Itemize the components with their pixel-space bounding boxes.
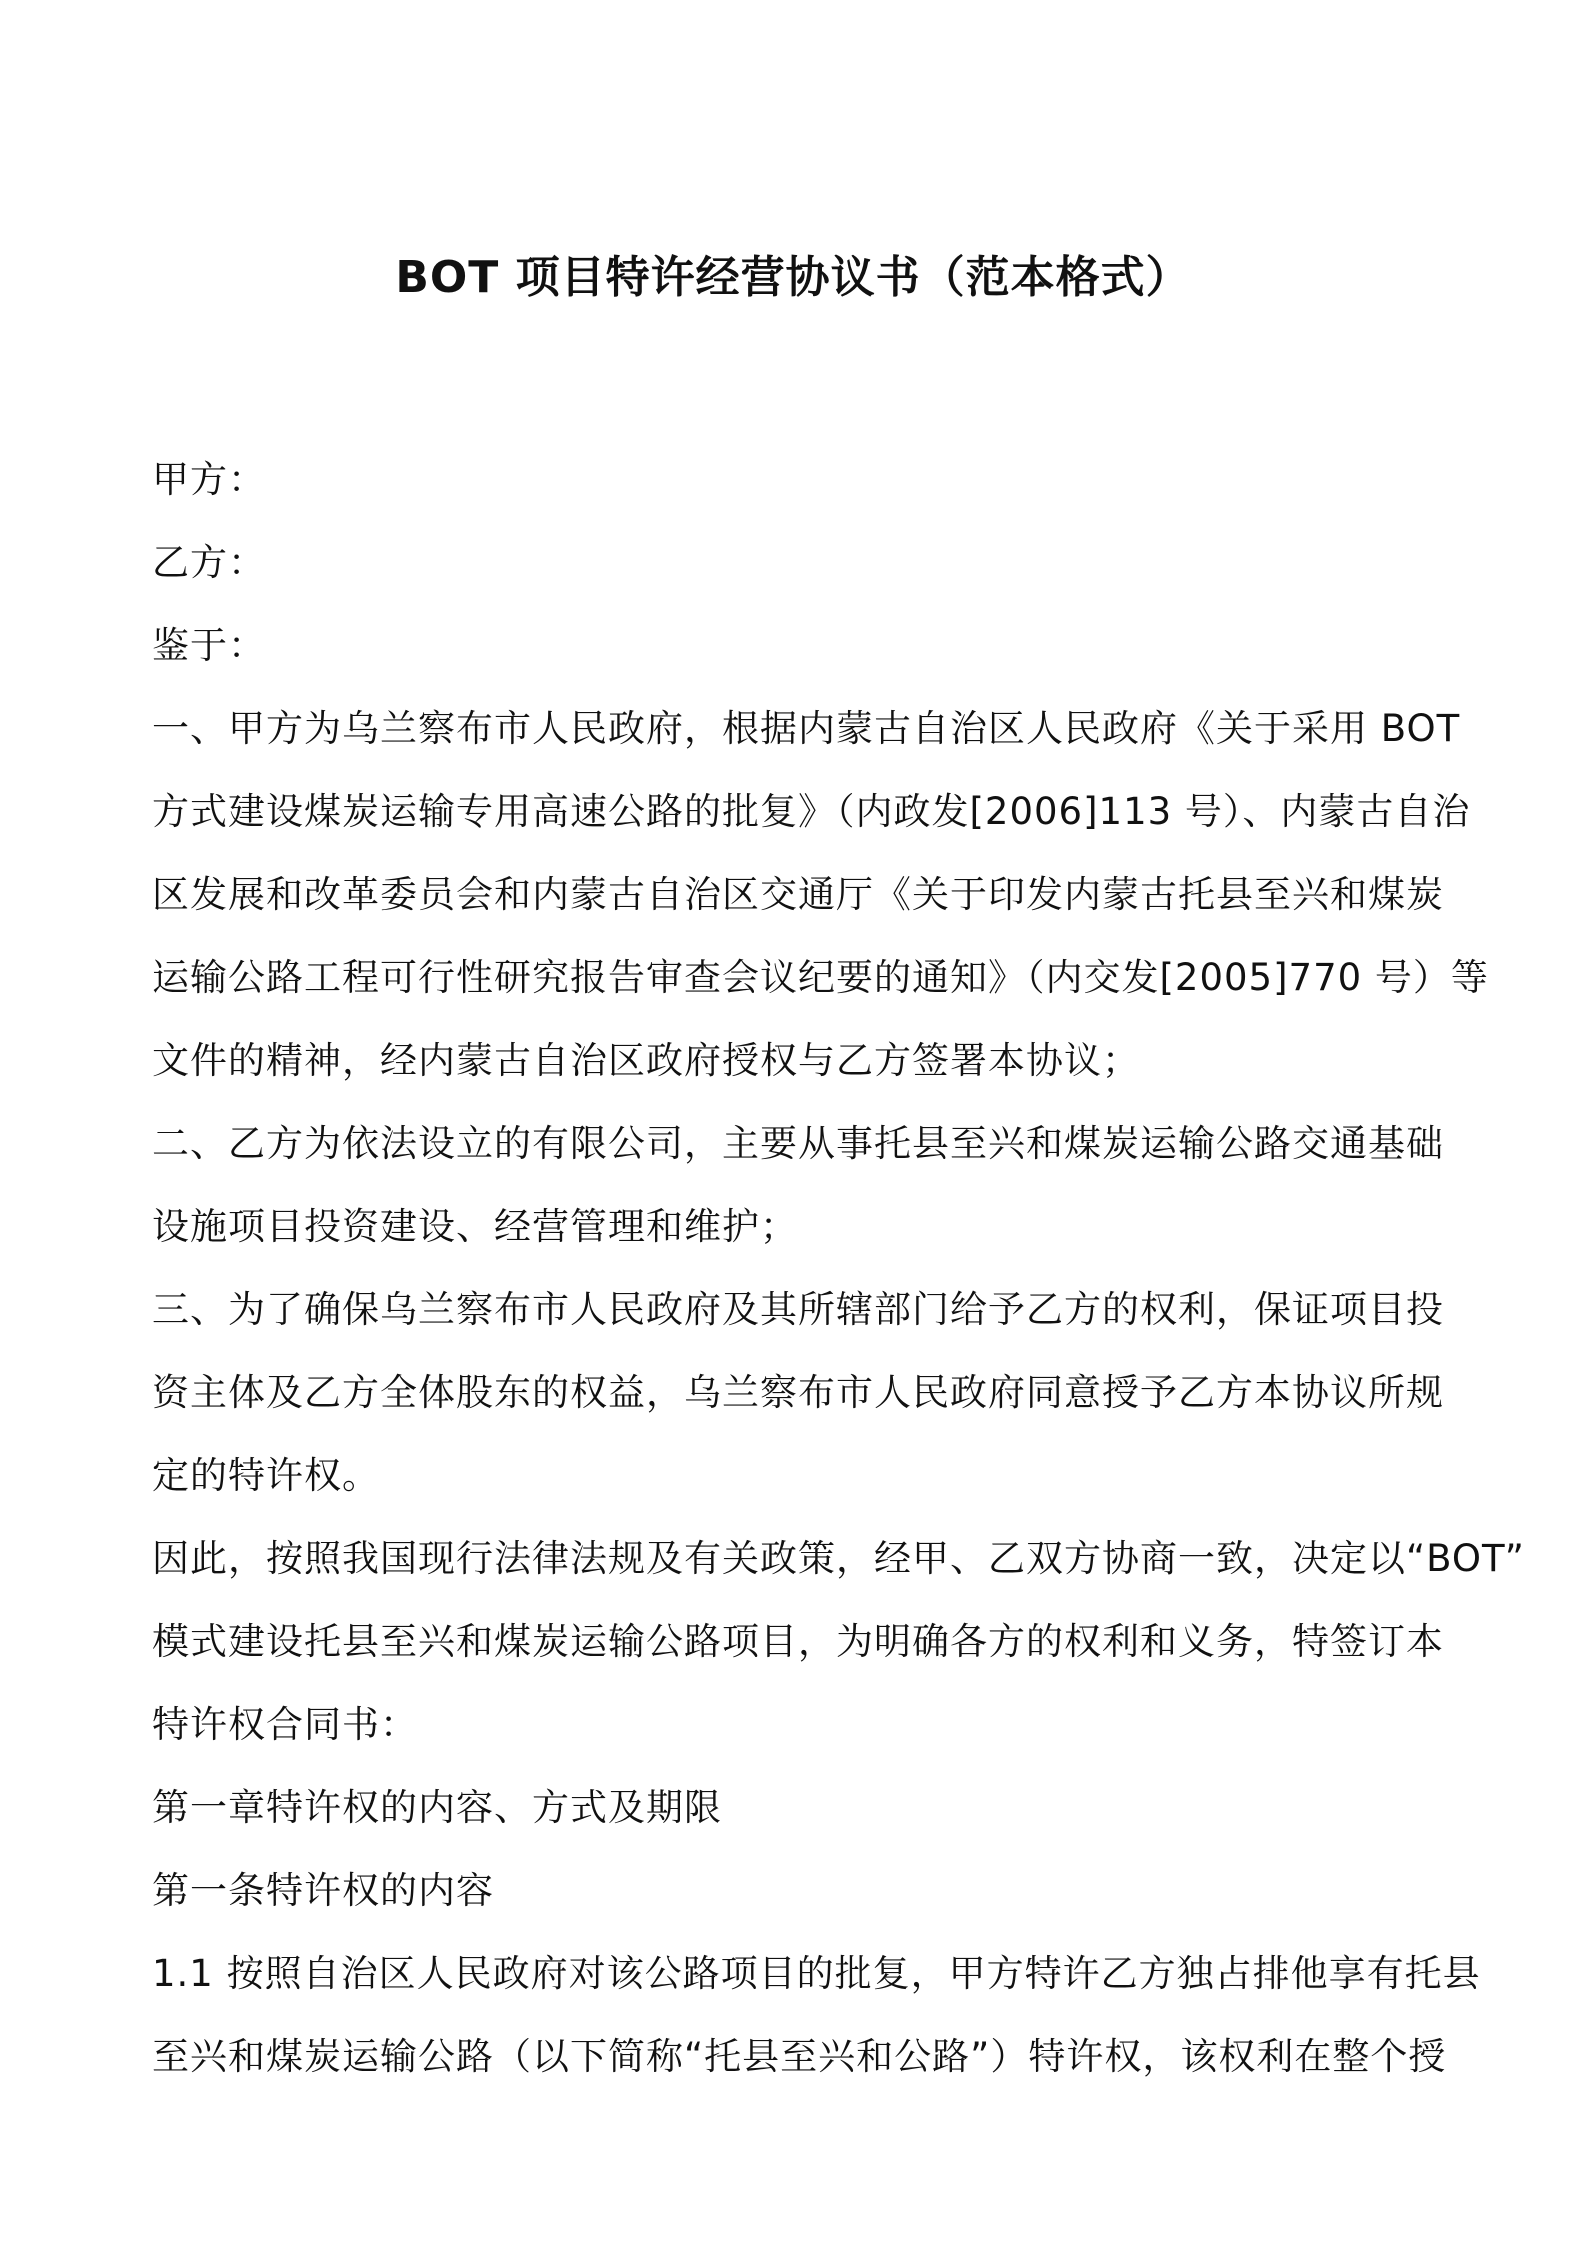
document-title: BOT 项目特许经营协议书（范本格式） — [395, 252, 1191, 303]
body-line: 文件的精神，经内蒙古自治区政府授权与乙方签署本协议； — [152, 1039, 1140, 1082]
body-line: 方式建设煤炭运输专用高速公路的批复》（内政发[2006]113 号）、内蒙古自治 — [152, 790, 1471, 833]
party-b-line: 乙方： — [152, 541, 266, 584]
body-line: 二、乙方为依法设立的有限公司，主要从事托县至兴和煤炭运输公路交通基础 — [152, 1122, 1444, 1165]
body-line: 因此，按照我国现行法律法规及有关政策，经甲、乙双方协商一致，决定以“BOT” — [152, 1537, 1525, 1580]
whereas-line: 鉴于： — [152, 624, 266, 667]
article-heading: 第一条特许权的内容 — [152, 1869, 494, 1912]
body-line: 区发展和改革委员会和内蒙古自治区交通厅《关于印发内蒙古托县至兴和煤炭 — [152, 873, 1444, 916]
body-line: 定的特许权。 — [152, 1454, 380, 1497]
body-line: 三、为了确保乌兰察布市人民政府及其所辖部门给予乙方的权利，保证项目投 — [152, 1288, 1444, 1331]
body-line: 资主体及乙方全体股东的权益，乌兰察布市人民政府同意授予乙方本协议所规 — [152, 1371, 1444, 1414]
body-line: 一、甲方为乌兰察布市人民政府，根据内蒙古自治区人民政府《关于采用 BOT — [152, 707, 1461, 750]
chapter-heading: 第一章特许权的内容、方式及期限 — [152, 1786, 722, 1829]
party-a-line: 甲方： — [152, 458, 266, 501]
document-body — [152, 438, 1525, 2098]
body-line: 特许权合同书： — [152, 1703, 418, 1746]
body-line: 设施项目投资建设、经营管理和维护； — [152, 1205, 798, 1248]
body-line: 运输公路工程可行性研究报告审查会议纪要的通知》（内交发[2005]770 号）等 — [152, 956, 1489, 999]
body-line: 1.1 按照自治区人民政府对该公路项目的批复，甲方特许乙方独占排他享有托县 — [152, 1952, 1481, 1995]
body-line: 至兴和煤炭运输公路（以下简称“托县至兴和公路”）特许权，该权利在整个授 — [152, 2035, 1447, 2078]
body-line: 模式建设托县至兴和煤炭运输公路项目，为明确各方的权利和义务，特签订本 — [152, 1620, 1444, 1663]
